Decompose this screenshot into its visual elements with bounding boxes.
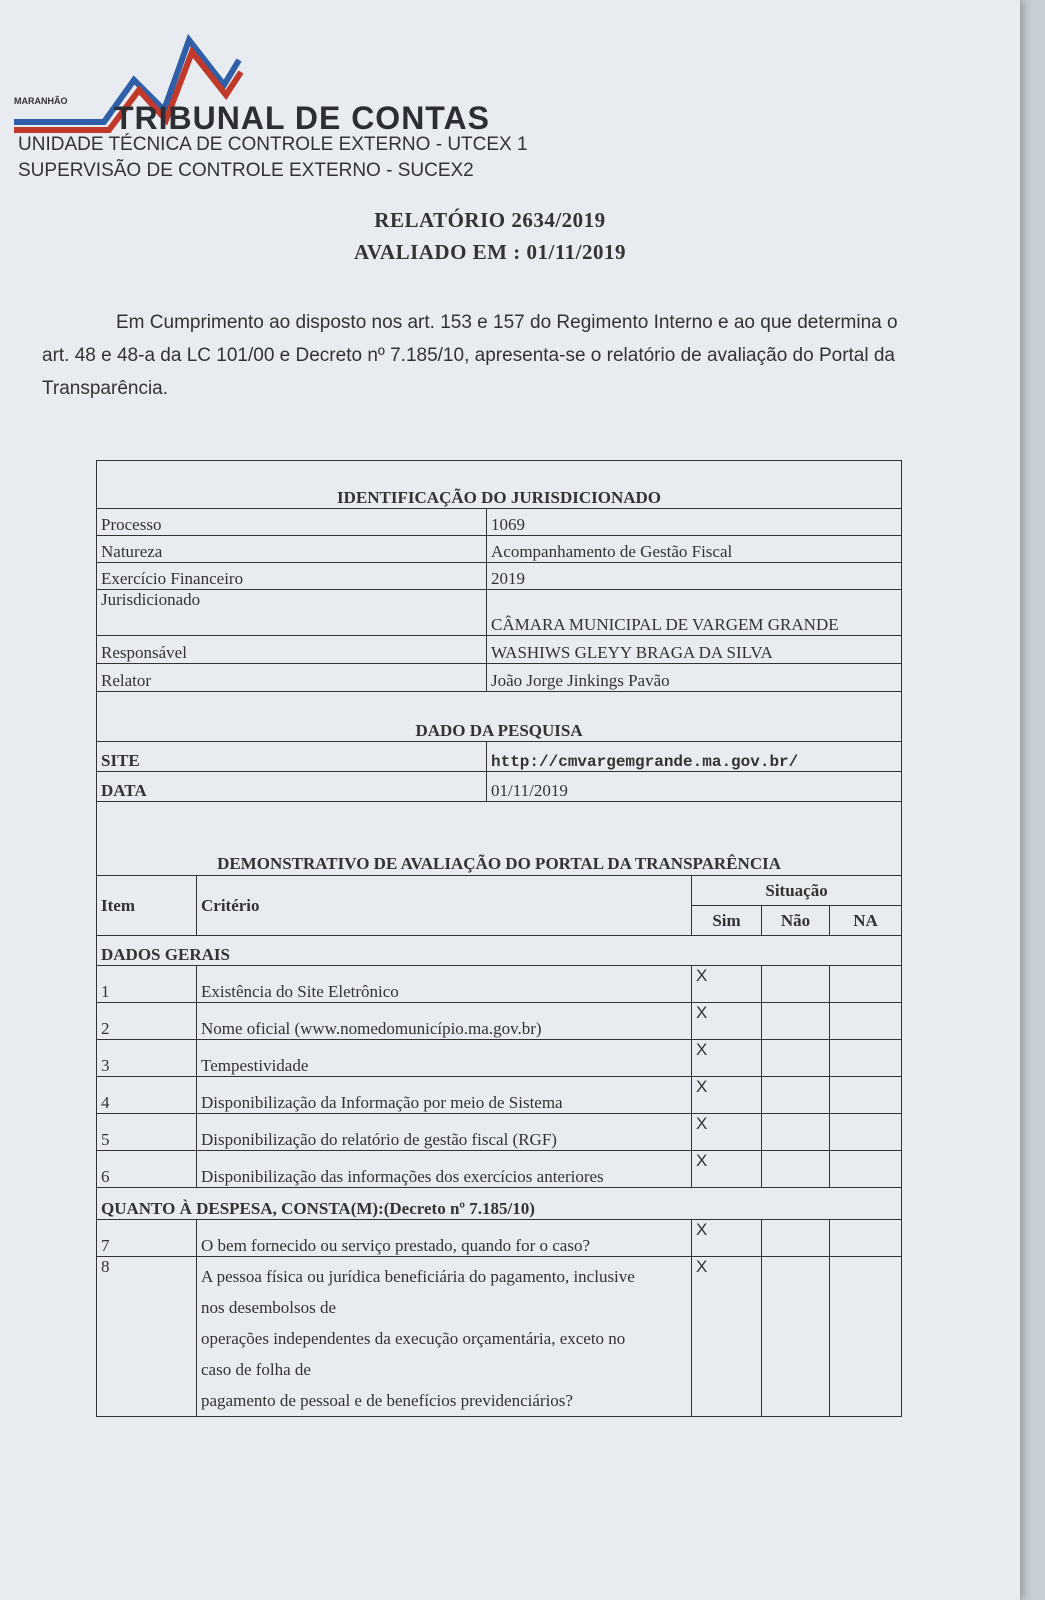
item-criteria xyxy=(197,1257,692,1417)
col-nao-header: Não xyxy=(762,906,830,936)
table-row xyxy=(97,1220,902,1257)
label-natureza: Natureza xyxy=(97,536,487,563)
mark-nao xyxy=(762,1220,830,1257)
intro-text: Em Cumprimento ao disposto nos art. 153 e 157 do Regimento Interno e ao que determina o art. 48 e 48-a da LC 101/00 e Decreto nº 7.185/10, apresenta-se o relatório de avaliação do Portal da Transparência. xyxy=(42,312,898,399)
item-criteria: O bem fornecido ou serviço prestado, quando for o caso? xyxy=(197,1220,692,1257)
label-data: DATA xyxy=(97,772,487,802)
table-row xyxy=(97,966,902,1003)
table-row xyxy=(97,1040,902,1077)
value-exercicio: 2019 xyxy=(487,563,902,590)
item-criteria: Existência do Site Eletrônico xyxy=(197,966,692,1003)
mark-na xyxy=(830,1114,902,1151)
org-name: TRIBUNAL DE CONTAS xyxy=(114,100,490,136)
item-criteria: Disponibilização das informações dos exercícios anteriores xyxy=(197,1151,692,1188)
criteria-line: pagamento de pessoal e de benefícios previdenciários? xyxy=(201,1391,573,1410)
mark-nao xyxy=(762,1077,830,1114)
mark-nao xyxy=(762,1114,830,1151)
item-number: 7 xyxy=(97,1220,197,1257)
value-site: http://cmvargemgrande.ma.gov.br/ xyxy=(487,742,902,772)
label-jurisdicionado: Jurisdicionado xyxy=(97,590,487,636)
mark-nao xyxy=(762,1003,830,1040)
item-criteria: Nome oficial (www.nomedomunicípio.ma.gov.br) xyxy=(197,1003,692,1040)
label-responsavel: Responsável xyxy=(97,636,487,664)
group-despesa: QUANTO À DESPESA, CONSTA(M):(Decreto nº 7.185/10) xyxy=(97,1188,902,1220)
mark-nao xyxy=(762,966,830,1003)
mark-nao xyxy=(762,1257,830,1417)
evaluation-form xyxy=(96,460,902,1417)
intro-paragraph xyxy=(42,306,922,405)
table-row xyxy=(97,1151,902,1188)
item-criteria: Disponibilização da Informação por meio de Sistema xyxy=(197,1077,692,1114)
col-sim-header: Sim xyxy=(692,906,762,936)
value-relator: João Jorge Jinkings Pavão xyxy=(487,664,902,692)
col-criteria-header: Critério xyxy=(197,876,692,936)
mark-sim: X xyxy=(692,966,762,1003)
table-row xyxy=(97,1003,902,1040)
table-row xyxy=(97,1114,902,1151)
table-row xyxy=(97,1077,902,1114)
mark-na xyxy=(830,1040,902,1077)
group-dados-gerais: DADOS GERAIS xyxy=(97,936,902,966)
mark-na xyxy=(830,1077,902,1114)
label-site: SITE xyxy=(97,742,487,772)
mark-na xyxy=(830,966,902,1003)
col-na-header: NA xyxy=(830,906,902,936)
mark-sim: X xyxy=(692,1220,762,1257)
mark-sim: X xyxy=(692,1003,762,1040)
table-row xyxy=(97,1257,902,1417)
item-number: 1 xyxy=(97,966,197,1003)
mark-sim: X xyxy=(692,1114,762,1151)
item-number: 8 xyxy=(97,1257,197,1417)
value-responsavel: WASHIWS GLEYY BRAGA DA SILVA xyxy=(487,636,902,664)
item-number: 2 xyxy=(97,1003,197,1040)
mark-na xyxy=(830,1257,902,1417)
mark-sim: X xyxy=(692,1040,762,1077)
mark-na xyxy=(830,1220,902,1257)
mark-sim: X xyxy=(692,1151,762,1188)
col-situation-header: Situação xyxy=(692,876,902,906)
evaluation-title: DEMONSTRATIVO DE AVALIAÇÃO DO PORTAL DA TRANSPARÊNCIA xyxy=(97,802,902,876)
report-evaluated-date: AVALIADO EM : 01/11/2019 xyxy=(353,240,626,264)
criteria-line: caso de folha de xyxy=(201,1360,311,1379)
unit-name: UNIDADE TÉCNICA DE CONTROLE EXTERNO - UTCEX 1 xyxy=(18,134,528,155)
label-exercicio: Exercício Financeiro xyxy=(97,563,487,590)
item-number: 5 xyxy=(97,1114,197,1151)
mark-na xyxy=(830,1151,902,1188)
value-jurisdicionado: CÂMARA MUNICIPAL DE VARGEM GRANDE xyxy=(487,590,902,636)
item-number: 3 xyxy=(97,1040,197,1077)
state-tag: MARANHÃO xyxy=(14,96,68,106)
value-data: 01/11/2019 xyxy=(487,772,902,802)
mark-nao xyxy=(762,1040,830,1077)
item-criteria: Disponibilização do relatório de gestão fiscal (RGF) xyxy=(197,1114,692,1151)
mark-nao xyxy=(762,1151,830,1188)
col-item-header: Item xyxy=(97,876,197,936)
research-title: DADO DA PESQUISA xyxy=(97,692,902,742)
mark-sim: X xyxy=(692,1257,762,1417)
mark-sim: X xyxy=(692,1077,762,1114)
supervision-name: SUPERVISÃO DE CONTROLE EXTERNO - SUCEX2 xyxy=(18,160,474,181)
item-criteria: Tempestividade xyxy=(197,1040,692,1077)
criteria-line: nos desembolsos de xyxy=(201,1298,337,1317)
identification-title: IDENTIFICAÇÃO DO JURISDICIONADO xyxy=(97,461,902,509)
value-processo: 1069 xyxy=(487,509,902,536)
criteria-line: operações independentes da execução orçamentária, exceto no xyxy=(201,1329,626,1348)
label-relator: Relator xyxy=(97,664,487,692)
value-natureza: Acompanhamento de Gestão Fiscal xyxy=(487,536,902,563)
report-title: RELATÓRIO 2634/2019 xyxy=(374,208,606,232)
criteria-line: A pessoa física ou jurídica beneficiária do pagamento, inclusive xyxy=(201,1267,635,1286)
mark-na xyxy=(830,1003,902,1040)
label-processo: Processo xyxy=(97,509,487,536)
item-number: 6 xyxy=(97,1151,197,1188)
item-number: 4 xyxy=(97,1077,197,1114)
